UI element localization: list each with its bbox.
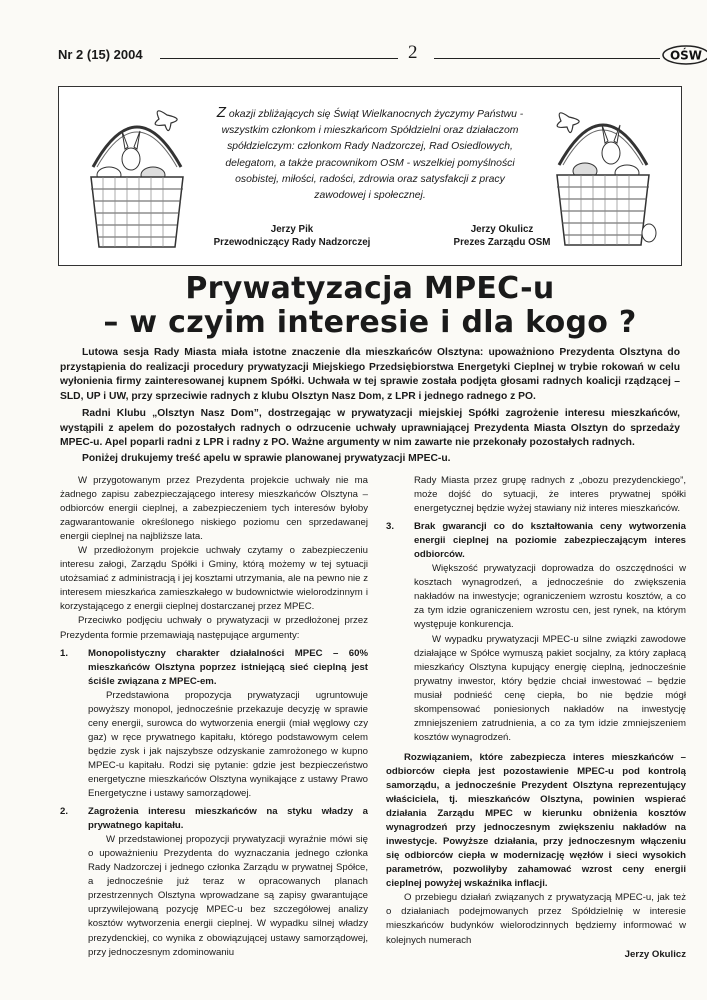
signatory-name: Jerzy Okulicz (470, 224, 534, 235)
easter-basket-icon (83, 97, 191, 257)
body-paragraph: Rady Miasta przez grupę radnych z „obozu prezydenckiego”, może dojść do sytuacji, że interes prywatnej spółki energetycznej będzie wyżej stawiany niż interes mieszkańców. (414, 475, 686, 515)
body-paragraph: Przeciwko podjęciu uchwały o prywatyzacji w przedłożonej przez Prezydenta formie przemawiają następujące argumenty: (60, 615, 368, 641)
argument-item (386, 520, 686, 745)
signatory-role: Przewodniczący Rady Nadzorczej (213, 237, 371, 248)
body-paragraph: O przebiegu działań związanych z prywatyzacją MPEC-u, jak też o działaniach podejmowanych przez Spółdzielnię w interesie mieszkańców budynków wielorodzinnych będziemy informować w kolejnych numerach (386, 892, 686, 946)
item-body: Większość prywatyzacji doprowadza do oszczędności w kosztach wynagrodzeń, a jednocześnie do zwiększenia nakładów na inwestycje; ograniczeniem wzrostu kosztów, a co za tym idzie ograniczeniem wzrostu cen, jest rynek, na którym występuje konkurencja. (414, 563, 686, 631)
greeting-body: okazji zbliżających się Świąt Wielkanocnych życzymy Państwu - wszystkim członkom i mieszkańcom Spółdzielni oraz działaczom spółdzielczym: członkom Rady Nadzorczej, Rad Osiedlowych, delegatom, a także pracownikom OSM - wszelkiej pomyślności osobistej, miłości, radości, zdrowia oraz satysfakcji z pracy zawodowej i społecznej. (221, 109, 524, 202)
body-paragraph: W przygotowanym przez Prezydenta projekcie uchwały nie ma żadnego zapisu zabezpieczającego interesy mieszkańców Olsztyna – odbiorców energii cieplnej, a zabezpieczeniem tych interesów byłoby zagwarantowanie określonego niskiego poziomu cen sprzedawanej energii cieplnej na najbliższe lata. (60, 475, 368, 543)
publisher-logo (662, 44, 707, 66)
body-paragraph: W przedłożonym projekcie uchwały czytamy o zabezpieczeniu interesu załogi, Zarządu Spółki i Gminy, którą możemy w tej sytuacji utożsamiać z administracją i jej kosztami utrzymania, ale na pewno nie z interesem mieszkańca zamieszkałego w budownictwie wielorodzinnym i korzystającego z energii cieplnej dostarczanej przez MPEC. (60, 545, 368, 613)
header-rule-right (434, 58, 660, 59)
lead-paragraph: Lutowa sesja Rady Miasta miała istotne znaczenie dla mieszkańców Olsztyna: upoważniono Prezydenta Olsztyna do przystąpienia do realizacji procedury prywatyzacji Miejskiego Przedsiębiorstwa Energetyki Cieplnej w trybie rokowań w celu wyłonienia firmy zainteresowanej kupnem Spółki. Uchwała w tej sprawie została podjęta głosami radnych koalicji rządzącej – SLD, UP i UW, przy sprzeciwie radnych z klubu Olsztyn Nasz Dom, z LPR i jednego radnego z PO. (60, 347, 680, 402)
signature-president (417, 223, 587, 249)
item-body: W wypadku prywatyzacji MPEC-u silne związki zawodowe działające w Spółce wymuszą pakiet socjalny, za który zapłacą mieszkańcy Olsztyna kupujący energię cieplną, jednocześnie prywatny inwestor, który będzie chciał inwestować – będzie musiał podnieść cenę ciepła, bo nie będzie mógł skompensować poniesionych nakładów na inwestycję zmniejszeniem zatrudnienia, a co za tym idzie zmniejszeniem kosztów wynagrodzeń. (414, 633, 686, 743)
lead-paragraph: Radni Klubu „Olsztyn Nasz Dom”, dostrzegając w prywatyzacji miejskiej Spółki zagrożenie interesu mieszkańców, wystąpili z apelem do pozostałych radnych o odrzucenie uchwały uprawniającej Prezydenta Miasta Olsztyn do sprzedaży MPEC-u. Apel poparli radni z LPR i radny z PO. Ważne argumenty w nim zawarte nie przekonały pozostałych radnych. (60, 408, 680, 449)
item-body: W przedstawionej propozycji prywatyzacji wyraźnie mówi się o upoważnieniu Prezydenta do wyznaczania jednego członka Rady Nadzorczej i jednego członka Zarządu w prywatnej Spółce, a jednocześnie już teraz w opracowanych planach przestrzennych Olsztyna wprowadzane są zapisy gwarantujące uprzywilejowaną pozycję MPEC-u bez szczegółowej analizy kosztów wytworzenia energii cieplnej. W wypadku silnej władzy prezydenckiej, co wynika z obowiązującej ustawy samorządowej, przy jednoczesnym zdominowaniu (88, 834, 368, 958)
item-heading: Monopolistyczny charakter działalności MPEC – 60% mieszkańców Olsztyna poprzez istniejącą sieć cieplną jest ściśle związana z MPEC-em. (88, 647, 368, 687)
item-body: Przedstawiona propozycja prywatyzacji ugruntowuje powyższy monopol, jednocześnie przekazuje decyzję w sprawie ceny energii, surowca do wytworzenia energii (miał węglowy czy gaz) w ręce prywatnego kapitału, którego podstawowym celem będzie zysk i jak najszybsze odzyskanie zamrożonego w kupno MPEC-u kapitału. Rodzi się pytanie: gdzie jest bezpieczeństwo energetyczne mieszkańców Olsztyna wynikające z ustawy Prawo Energetyczne i ustawy samorządowej. (88, 689, 368, 800)
header-rule-left (160, 58, 398, 59)
lead-paragraph: Poniżej drukujemy treść apelu w sprawie planowanej prywatyzacji MPEC-u. (82, 453, 451, 464)
page-header (58, 42, 703, 68)
article-author: Jerzy Okulicz (624, 948, 686, 960)
item-heading: Brak gwarancji co do kształtowania ceny wytworzenia energii cieplnej na poziomie zabezpieczającym interes odbiorców. (414, 521, 686, 561)
title-line-1: Prywatyzacja MPEC-u (185, 271, 555, 306)
signature-chairman (207, 223, 377, 249)
argument-item (60, 647, 368, 802)
signatory-role: Prezes Zarządu OSM (453, 237, 551, 248)
issue-number: Nr 2 (15) 2004 (58, 47, 143, 62)
item-number: 1. (60, 647, 69, 659)
article-column-right (386, 474, 686, 962)
item-heading: Zagrożenia interesu mieszkańców na styku władzy a prywatnego kapitału. (88, 806, 368, 832)
item-number: 2. (60, 806, 69, 818)
article-column-left (60, 474, 368, 960)
title-line-2: – w czyim interesie i dla kogo ? (103, 305, 637, 340)
greeting-initial: Z (216, 104, 226, 121)
easter-greeting-box (58, 86, 682, 266)
svg-text:OŚW: OŚW (669, 48, 703, 63)
greeting-text (209, 105, 531, 204)
signatory-name: Jerzy Pik (270, 224, 314, 235)
item-number: 3. (386, 521, 395, 533)
conclusion-paragraph: Rozwiązaniem, które zabezpiecza interes mieszkańców – odbiorców ciepła jest pozostawienie MPEC-u pod kontrolą samorządu, a jednocześnie Prezydent Olsztyna reprezentujący właściciela, tj. mieszkańców Olsztyna, powinien wspierać działania Zarządu MPEC w kierunku obniżenia kosztów wynagrodzeń przy jednoczesnym zwiększeniu nakładów na inwestycje. Powyższe działania, przy jednoczesnym włączeniu się odbiorców ciepła w modernizację węzłów i sieci wysokich parametrów, pozwoliłyby zahamować wzrost ceny energii cieplnej powyżej wskaźnika inflacji. (386, 751, 686, 890)
article-title (60, 272, 680, 340)
page-number: 2 (408, 42, 418, 63)
argument-item (60, 805, 368, 960)
